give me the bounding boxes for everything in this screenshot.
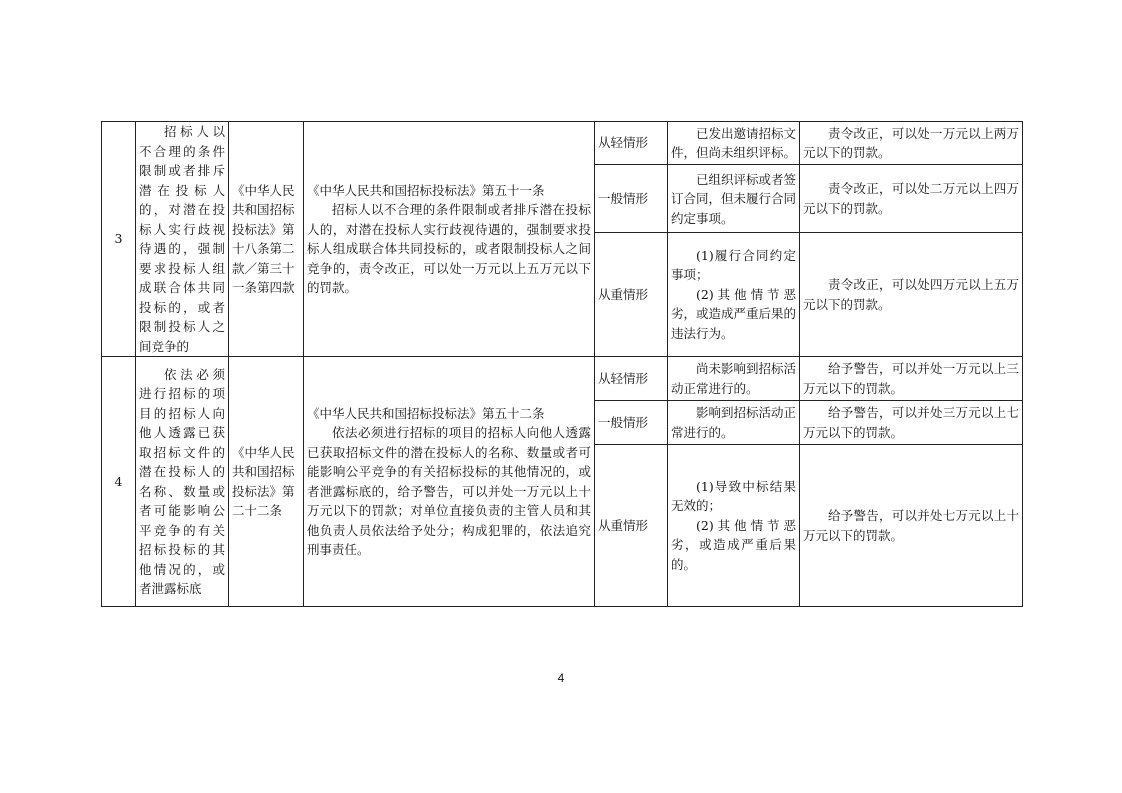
provision-title: 《中华人民共和国招标投标法》第五十二条 xyxy=(307,405,545,421)
applicable-condition: 已发出邀请招标文件，但尚未组织评标。 xyxy=(668,122,800,165)
discretion-level: 从重情形 xyxy=(595,445,668,607)
violation-behavior: 招标人以不合理的条件限制或者排斥潜在投标人的，对潜在投标人实行歧视待遇的，强制要求投标人组成联合体共同投标的，或者限制投标人之间竞争的 xyxy=(136,122,229,357)
applicable-condition: 尚未影响到招标活动正常进行的。 xyxy=(668,357,800,401)
penalty-provision xyxy=(304,357,595,607)
provision-title: 《中华人民共和国招标投标法》第五十一条 xyxy=(307,182,545,198)
discretion-level: 一般情形 xyxy=(595,165,668,233)
penalty-provision xyxy=(304,122,595,357)
table-row-4 xyxy=(102,357,1023,401)
penalty-standard: 给予警告，可以并处一万元以上三万元以下的罚款。 xyxy=(800,357,1023,401)
item-number: 4 xyxy=(102,357,136,607)
item-number: 3 xyxy=(102,122,136,357)
penalty-standard: 责令改正，可以处一万元以上两万元以下的罚款。 xyxy=(800,122,1023,165)
penalty-standard: 给予警告，可以并处三万元以上七万元以下的罚款。 xyxy=(800,401,1023,445)
legal-basis: 《中华人民共和国招标投标法》第十八条第二款／第三十一条第四款 xyxy=(229,122,304,357)
provision-text: 依法必须进行招标的项目的招标人向他人透露已获取招标文件的潜在投标人的名称、数量或者可能影响公平竞争的有关招标投标的其他情况的，或者泄露标底的，给予警告，可以并处一万元以上十万元以下的罚款；对单位直接负责的主管人员和其他负责人员依法给予处分；构成犯罪的，依法追究刑事责任。 xyxy=(307,425,591,557)
table-row-3 xyxy=(102,122,1023,165)
applicable-condition: (1)履行合同约定事项； (2)其他情节恶劣，或造成严重后果的违法行为。 xyxy=(668,233,800,357)
provision-text: 招标人以不合理的条件限制或者排斥潜在投标人的，对潜在投标人实行歧视待遇的，强制要求投标人组成联合体共同投标的，或者限制投标人之间竞争的，责令改正，可以处一万元以上五万元以下的罚款。 xyxy=(307,202,591,295)
legal-basis: 《中华人民共和国招标投标法》第二十二条 xyxy=(229,357,304,607)
penalty-table xyxy=(101,121,1023,607)
penalty-standard: 责令改正，可以处二万元以上四万元以下的罚款。 xyxy=(800,165,1023,233)
page-number: 4 xyxy=(557,671,565,685)
discretion-level: 从重情形 xyxy=(595,233,668,357)
applicable-condition: (1)导致中标结果无效的； (2)其他情节恶劣，或造成严重后果的。 xyxy=(668,445,800,607)
applicable-condition: 影响到招标活动正常进行的。 xyxy=(668,401,800,445)
penalty-standard: 给予警告，可以并处七万元以上十万元以下的罚款。 xyxy=(800,445,1023,607)
discretion-level: 从轻情形 xyxy=(595,122,668,165)
applicable-condition: 已组织评标或者签订合同，但未履行合同约定事项。 xyxy=(668,165,800,233)
discretion-level: 一般情形 xyxy=(595,401,668,445)
penalty-standard: 责令改正，可以处四万元以上五万元以下的罚款。 xyxy=(800,233,1023,357)
discretion-level: 从轻情形 xyxy=(595,357,668,401)
violation-behavior: 依法必须进行招标的项目的招标人向他人透露已获取招标文件的潜在投标人的名称、数量或者可能影响公平竞争的有关招标投标的其他情况的，或者泄露标底 xyxy=(136,357,229,607)
